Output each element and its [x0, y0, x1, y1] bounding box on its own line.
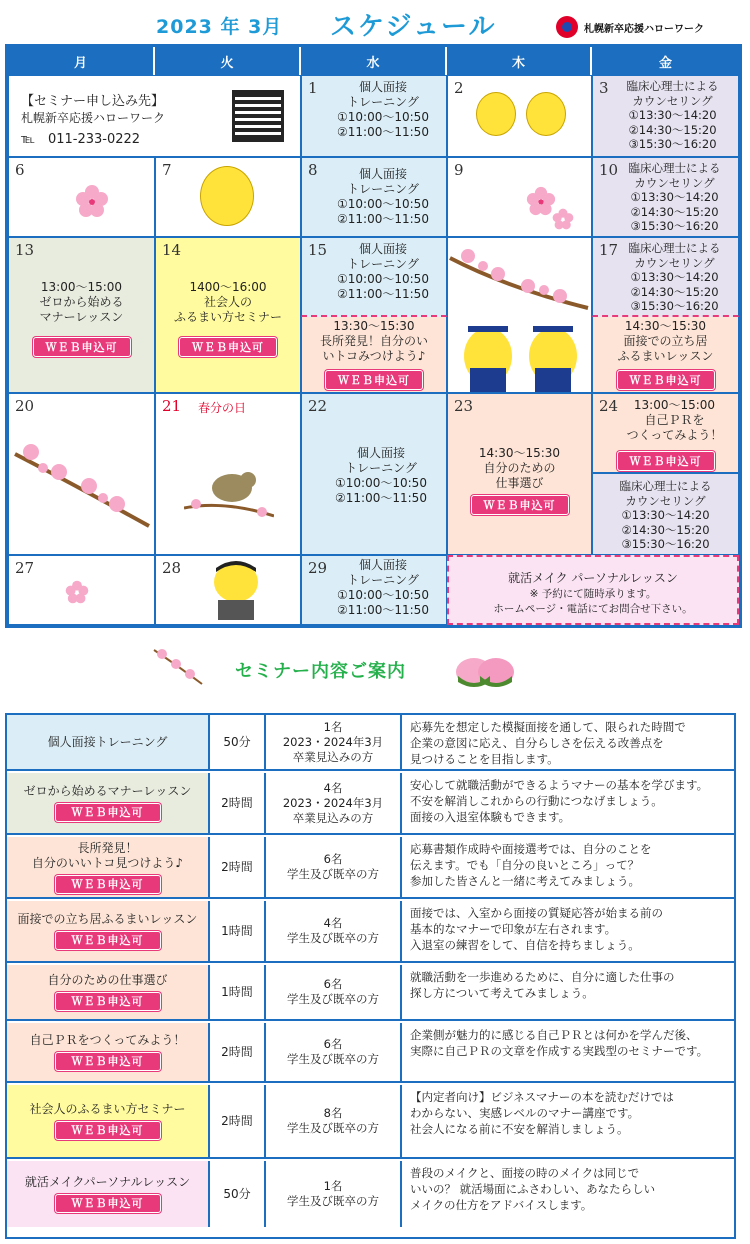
table-row [7, 1023, 734, 1083]
seminar-name: 自己ＰＲをつくってみよう！ [29, 1033, 186, 1047]
seminar-table [5, 713, 736, 1239]
capacity-cell: 8名 学生及び既卒の方 [266, 1085, 402, 1157]
sakura-mochi-icon [452, 646, 516, 690]
web-apply-badge[interactable]: ＷＥＢ申込可 [471, 495, 569, 515]
table-row [7, 965, 734, 1021]
day-17-afternoon[interactable] [592, 317, 739, 393]
cherry-branch-icon [13, 434, 153, 534]
day-20[interactable] [8, 393, 155, 555]
web-apply-badge[interactable]: ＷＥＢ申込可 [179, 337, 277, 357]
cherry-blossom-icon [65, 580, 89, 604]
description-cell: 面接では、入室から面接の質疑応答が始まる前の 基本的なマナーで印象が左右されます。 入退室の練習をして、自信を持ちましょう。 [410, 906, 663, 952]
bush-warbler-icon [184, 458, 274, 522]
seminar-name-cell [7, 837, 210, 897]
duration-cell: 2時間 [210, 773, 266, 833]
seminar-name-cell [7, 1023, 210, 1081]
day-number: 24 [599, 397, 619, 415]
day-number: 7 [162, 161, 172, 179]
web-apply-badge[interactable]: ＷＥＢ申込可 [55, 875, 161, 894]
org-name: 札幌新卒応援ハローワーク [584, 23, 704, 35]
day-3[interactable] [592, 75, 739, 157]
weekday-mon: 月 [8, 47, 155, 75]
description-cell: 応募先を想定した模擬面接を通して、限られた時間で 企業の意図に応え、自分らしさを伝える改善点を 見つけることを目指します。 [410, 720, 686, 766]
duration-cell: 2時間 [210, 1023, 266, 1081]
day-number: 27 [15, 559, 35, 577]
page-title: スケジュール [330, 12, 497, 42]
day-10[interactable] [592, 157, 739, 237]
weekday-tue: 火 [155, 47, 301, 75]
seminar-name-cell [7, 1085, 210, 1157]
table-row [7, 901, 734, 963]
weekday-thu: 木 [447, 47, 592, 75]
day-27[interactable] [8, 555, 155, 625]
day-number: 22 [308, 397, 328, 415]
hellowork-logo-icon [556, 16, 578, 38]
capacity-cell: 6名 学生及び既卒の方 [266, 965, 402, 1019]
day-24[interactable] [592, 393, 739, 473]
seminar-name-cell [7, 715, 210, 769]
duration-cell: 50分 [210, 1161, 266, 1227]
day-text: 個人面接 トレーニング ①10:00～10:50 ②11:00～11:50 [337, 167, 429, 226]
day-number: 14 [162, 241, 182, 259]
web-apply-badge[interactable]: ＷＥＢ申込可 [55, 1052, 161, 1071]
seminar-name: 自分のための仕事選び [47, 973, 168, 987]
qr-code-icon[interactable] [232, 90, 284, 142]
businessman-chick-icon [208, 558, 264, 622]
description-cell: 応募書類作成時や面接選考では、自分のことを 伝えます。でも「自分の良いところ」って？ 参加した皆さんと一緒に考えてみましょう。 [410, 842, 652, 888]
table-row [7, 773, 734, 835]
seminar-name: 就活メイクパーソナルレッスン [24, 1175, 191, 1189]
cherry-blossom-icon [75, 184, 109, 218]
description-cell: 【内定者向け】ビジネスマナーの本を読むだけでは わからない、実感レベルのマナー講座です。 社会人になる前に不安を解消しましょう。 [410, 1090, 674, 1136]
day-28[interactable] [155, 555, 301, 625]
day-2[interactable] [447, 75, 592, 157]
day-number: 8 [308, 161, 318, 179]
seminar-name-cell [7, 965, 210, 1019]
web-apply-badge[interactable]: ＷＥＢ申込可 [33, 337, 131, 357]
seminar-name: ゼロから始めるマナーレッスン [23, 784, 192, 798]
day-number: 13 [15, 241, 35, 259]
duration-cell: 2時間 [210, 837, 266, 897]
hina-doll-chick-icon [476, 92, 516, 136]
web-apply-badge[interactable]: ＷＥＢ申込可 [55, 992, 161, 1011]
day-22[interactable] [301, 393, 447, 555]
capacity-cell: 4名 2023・2024年3月 卒業見込みの方 [266, 773, 402, 833]
day-number: 3 [599, 79, 609, 97]
web-apply-badge[interactable]: ＷＥＢ申込可 [55, 931, 161, 950]
duration-cell: 2時間 [210, 1085, 266, 1157]
day-29[interactable] [301, 555, 447, 625]
contact-org: 札幌新卒応援ハローワーク [21, 111, 166, 125]
day-number: 6 [15, 161, 25, 179]
table-row [7, 715, 734, 771]
day-number: 21 [162, 397, 182, 415]
seminar-name-cell [7, 1161, 210, 1227]
graduation-chicks-icon [448, 238, 592, 393]
web-apply-badge[interactable]: ＷＥＢ申込可 [55, 1194, 161, 1213]
seminar-name-cell [7, 901, 210, 961]
capacity-cell: 1名 2023・2024年3月 卒業見込みの方 [266, 715, 402, 769]
duration-cell: 1時間 [210, 965, 266, 1019]
day-number: 17 [599, 241, 619, 259]
day-text: 臨床心理士による カウンセリング ①13:30～14:20 ②14:30～15:20 ③15:30～16:20 [628, 241, 721, 313]
day-9[interactable] [447, 157, 592, 237]
day-number: 1 [308, 79, 318, 97]
day-6[interactable] [8, 157, 155, 237]
day-13[interactable] [8, 237, 155, 393]
org-logo [556, 16, 704, 38]
day-text: 個人面接 トレーニング ①10:00～10:50 ②11:00～11:50 [337, 558, 429, 617]
day-7[interactable] [155, 157, 301, 237]
web-apply-badge[interactable]: ＷＥＢ申込可 [325, 370, 423, 390]
day-15[interactable] [301, 237, 447, 317]
day-17[interactable] [592, 237, 739, 317]
day-text: 臨床心理士による カウンセリング ①13:30～14:20 ②14:30～15:20 ③15:30～16:20 [619, 479, 712, 551]
table-row [7, 837, 734, 899]
seminar-name: 個人面接トレーニング [47, 734, 168, 749]
seminar-contact-cell [8, 75, 301, 157]
day-24-counseling[interactable] [592, 473, 739, 555]
day-number: 29 [308, 559, 328, 577]
description-cell: 普段のメイクと、面接の時のメイクは同じで いいの？ 就活場面にふさわしい、あなたらしい メイクの仕方をアドバイスします。 [410, 1166, 656, 1212]
cherry-blossom-icon [552, 208, 574, 230]
capacity-cell: 6名 学生及び既卒の方 [266, 1023, 402, 1081]
capacity-cell: 6名 学生及び既卒の方 [266, 837, 402, 897]
day-14[interactable] [155, 237, 301, 393]
day-text: 14:30～15:30 自分のための 仕事選び [478, 446, 561, 490]
table-row [7, 1085, 734, 1159]
seminar-name: 面接での立ち居ふるまいレッスン [17, 912, 198, 926]
duration-cell: 1時間 [210, 901, 266, 961]
cherry-branch-small-icon [152, 644, 204, 688]
day-23[interactable] [447, 393, 592, 555]
makeup-title: 就活メイク パーソナルレッスン [508, 571, 678, 585]
day-number: 9 [454, 161, 464, 179]
seminar-name: 社会人のふるまい方セミナー [29, 1102, 186, 1116]
day-number: 15 [308, 241, 328, 259]
chick-character-icon [200, 166, 254, 226]
day-21[interactable] [155, 393, 301, 555]
day-text: 個人面接 トレーニング ①10:00～10:50 ②11:00～11:50 [335, 446, 427, 505]
page-header [0, 6, 750, 42]
day-text: 臨床心理士による カウンセリング ①13:30～14:20 ②14:30～15:20 ③15:30～16:20 [626, 79, 719, 151]
day-text: 個人面接 トレーニング ①10:00～10:50 ②11:00～11:50 [337, 80, 429, 139]
day-text: 13:00～15:00 自己ＰＲを つくってみよう！ [626, 398, 723, 442]
description-cell: 企業側が魅力的に感じる自己ＰＲとは何かを学んだ後、 実際に自己ＰＲの文章を作成する実践型のセミナーです。 [410, 1028, 709, 1058]
day-8[interactable] [301, 157, 447, 237]
day-1[interactable] [301, 75, 447, 157]
web-apply-badge[interactable]: ＷＥＢ申込可 [55, 803, 161, 822]
seminar-name-cell [7, 773, 210, 833]
makeup-lesson-cell[interactable] [447, 555, 739, 625]
day-number: 23 [454, 397, 474, 415]
day-number: 2 [454, 79, 464, 97]
makeup-note: ※ 予約にて随時承ります。 ホームページ・電話にてお問合せ下さい。 [493, 588, 693, 615]
day-text: 14:30～15:30 面接での立ち居 ふるまいレッスン [617, 319, 714, 363]
duration-cell: 50分 [210, 715, 266, 769]
day-text: 13:30～15:30 長所発見！自分のい いトコみつけよう♪ [319, 319, 428, 363]
weekday-wed: 水 [301, 47, 447, 75]
day-text: 個人面接 トレーニング ①10:00～10:50 ②11:00～11:50 [337, 242, 429, 301]
web-apply-badge[interactable]: ＷＥＢ申込可 [55, 1121, 161, 1140]
holiday-label: 春分の日 [198, 401, 247, 415]
day-15-afternoon[interactable] [301, 317, 447, 393]
calendar [5, 44, 742, 628]
description-cell: 就職活動を一歩進めるために、自分に適した仕事の 探し方について考えてみましょう。 [410, 970, 675, 1000]
day-16-illustration [447, 237, 592, 393]
capacity-cell: 1名 学生及び既卒の方 [266, 1161, 402, 1227]
hina-doll-chick-icon [526, 92, 566, 136]
day-number: 10 [599, 161, 619, 179]
day-text: 臨床心理士による カウンセリング ①13:30～14:20 ②14:30～15:20 ③15:30～16:20 [628, 161, 721, 233]
web-apply-badge[interactable]: ＷＥＢ申込可 [617, 370, 715, 390]
web-apply-badge[interactable]: ＷＥＢ申込可 [617, 451, 715, 471]
day-text: 1400～16:00 社会人の ふるまい方セミナー [173, 280, 282, 324]
description-cell: 安心して就職活動ができるようマナーの基本を学びます。 不安を解消しこれからの行動につなげましょう。 面接の入退室体験もできます。 [410, 778, 709, 824]
section-title: セミナー内容ご案内 [235, 661, 406, 682]
capacity-cell: 4名 学生及び既卒の方 [266, 901, 402, 961]
table-row [7, 1161, 734, 1227]
day-number: 20 [15, 397, 35, 415]
contact-tel[interactable]: ℡ 011-233-0222 [21, 132, 141, 147]
day-text: 13:00～15:00 ゼロから始める マナーレッスン [39, 280, 124, 324]
year-month: 2023 年 3月 [156, 16, 283, 38]
day-number: 28 [162, 559, 182, 577]
seminar-name: 長所発見！ 自分のいいトコ見つけよう♪ [31, 840, 184, 870]
contact-title: 【セミナー申し込み先】 [21, 94, 165, 109]
weekday-fri: 金 [592, 47, 739, 75]
